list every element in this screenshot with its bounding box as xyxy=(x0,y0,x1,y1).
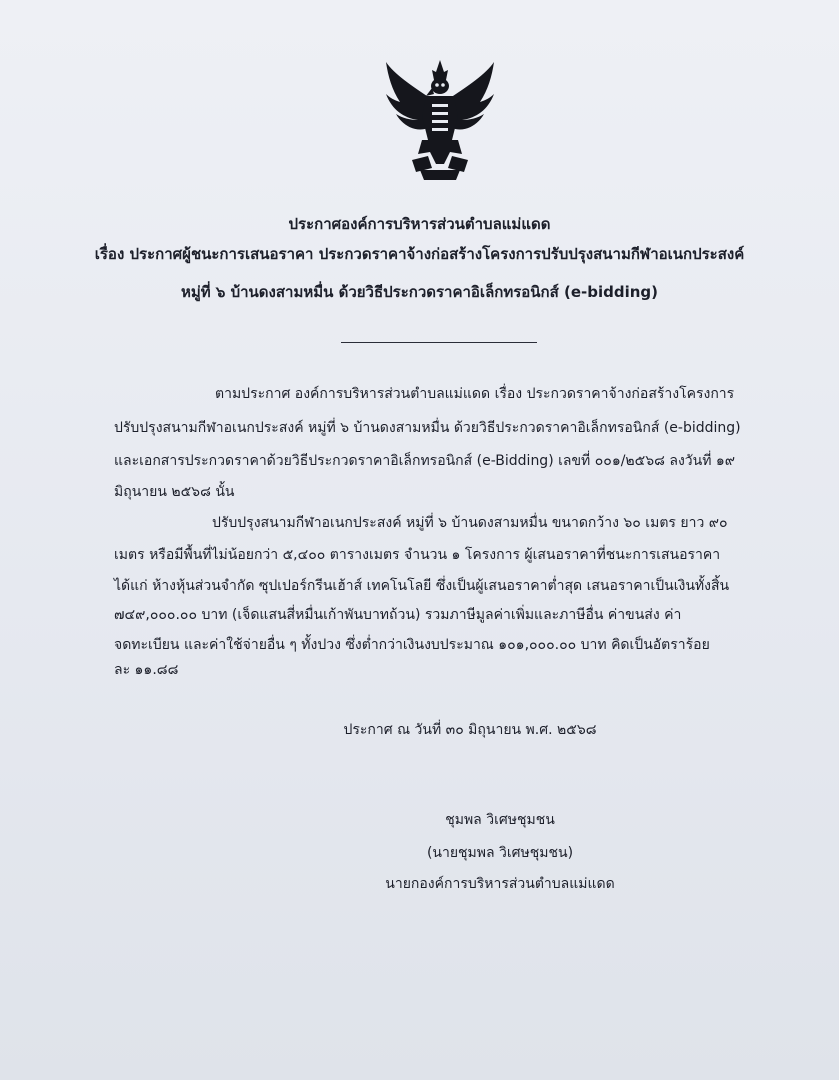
announcement-subject: เรื่อง ประกาศผู้ชนะการเสนอราคา ประกวดราคาจ้างก่อสร้างโครงการปรับปรุงสนามกีฬาอเนกประสงค์ xyxy=(94,245,745,263)
paragraph-line: และเอกสารประกวดราคาด้วยวิธีประกวดราคาอิเล็กทรอนิกส์ (e-Bidding) เลขที่ ๐๐๑/๒๕๖๘ ลงวันที่ ๑๙ xyxy=(114,453,736,469)
paragraph-line: ปรับปรุงสนามกีฬาอเนกประสงค์ หมู่ที่ ๖ บ้านดงสามหมื่น ด้วยวิธีประกวดราคาอิเล็กทรอนิกส์ (e-bidding) xyxy=(114,420,741,436)
paragraph-line: ตามประกาศ องค์การบริหารส่วนตำบลแม่แดด เรื่อง ประกวดราคาจ้างก่อสร้างโครงการ xyxy=(215,386,735,402)
announcement-subject-continued: หมู่ที่ ๖ บ้านดงสามหมื่น ด้วยวิธีประกวดราคาอิเล็กทรอนิกส์ (e-bidding) xyxy=(180,283,659,301)
signatory-full-name: (นายชุมพล วิเศษชุมชน) xyxy=(426,845,574,861)
paragraph-line: เมตร หรือมีพื้นที่ไม่น้อยกว่า ๕,๔๐๐ ตารางเมตร จำนวน ๑ โครงการ ผู้เสนอราคาที่ชนะการเสนอราคา xyxy=(114,547,721,563)
announcement-date: ประกาศ ณ วันที่ ๓๐ มิถุนายน พ.ศ. ๒๕๖๘ xyxy=(343,722,597,738)
paragraph-line: ได้แก่ ห้างหุ้นส่วนจำกัด ซุปเปอร์กรีนเฮ้าส์ เทคโนโลยี ซึ่งเป็นผู้เสนอราคาต่ำสุด เสนอราคาเป็นเงินทั้งสิ้น xyxy=(114,578,730,594)
announcement-title: ประกาศองค์การบริหารส่วนตำบลแม่แดด xyxy=(288,215,551,233)
signatory-name: ชุมพล วิเศษชุมชน xyxy=(445,812,555,828)
paragraph-line: ๗๔๙,๐๐๐.๐๐ บาท (เจ็ดแสนสี่หมื่นเก้าพันบาทถ้วน) รวมภาษีมูลค่าเพิ่มและภาษีอื่น ค่าขนส่ง ค่า xyxy=(114,607,682,623)
divider-line xyxy=(341,342,537,343)
garuda-emblem-icon xyxy=(382,56,498,182)
paragraph-line: จดทะเบียน และค่าใช้จ่ายอื่น ๆ ทั้งปวง ซึ่งต่ำกว่าเงินงบประมาณ ๑๐๑,๐๐๐.๐๐ บาท คิดเป็นอัตราร้อย xyxy=(114,637,710,653)
signatory-title: นายกองค์การบริหารส่วนตำบลแม่แดด xyxy=(385,876,615,892)
paragraph-line: ปรับปรุงสนามกีฬาอเนกประสงค์ หมู่ที่ ๖ บ้านดงสามหมื่น ขนาดกว้าง ๖๐ เมตร ยาว ๙๐ xyxy=(212,515,728,531)
paragraph-line: ละ ๑๑.๘๘ xyxy=(114,662,179,678)
paragraph-line: มิถุนายน ๒๕๖๘ นั้น xyxy=(114,484,235,500)
